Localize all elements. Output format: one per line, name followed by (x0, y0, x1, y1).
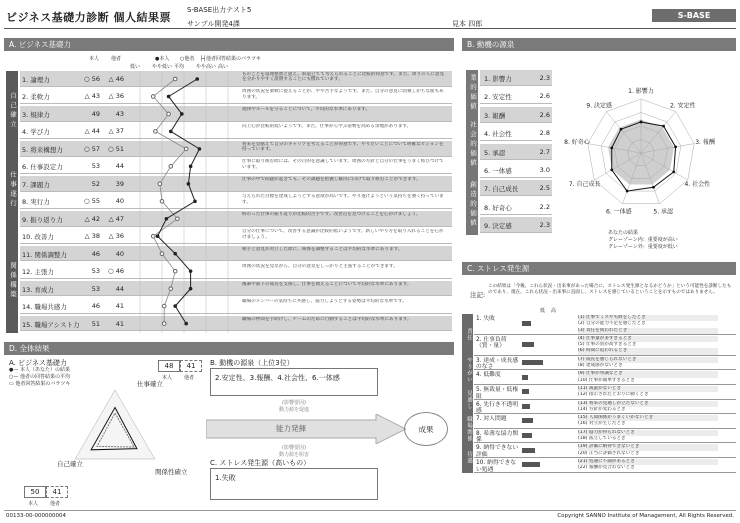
motive-label: 1. 影響力 (484, 75, 512, 83)
stress-item-label: 5. 無裁量・低権限 (476, 387, 519, 400)
other-point (160, 252, 164, 256)
self-point (198, 147, 202, 151)
motive-label: 2. 安定性 (484, 93, 512, 102)
section-b-header: B. 動機の源泉 (462, 38, 736, 51)
scale-label: やや低い (152, 64, 173, 70)
motive-value: 2.3 (539, 74, 550, 82)
skill-self-score: 51 (91, 319, 100, 328)
other-point (173, 77, 177, 81)
skill-row (20, 193, 452, 209)
skill-self-score: 53 (91, 267, 100, 276)
skill-other-score: 39 (115, 179, 124, 188)
stress-sub-item: (9) 仕事が単調なとき (578, 371, 718, 377)
motive-row (480, 70, 552, 86)
skill-other-score: △ 46 (108, 75, 124, 83)
skill-label: 15. 職場アシスト力 (22, 320, 80, 329)
stress-sub-item: (2) 自分の能力不足を感じたとき (578, 321, 718, 327)
self-point (187, 182, 191, 186)
radar-result-point (610, 168, 613, 171)
ability-arrow (206, 414, 406, 444)
category-work: 仕事遂行 (6, 150, 18, 229)
scale-axis (130, 63, 234, 71)
skill-self-score: △ 43 (84, 92, 100, 101)
stress-item-label: 1. 失敗 (476, 316, 495, 322)
overall-radar-chart (30, 378, 200, 488)
stress-sub-item: (18) 孤立しているとき (578, 436, 718, 442)
motive-group-3: 創造的価値 (466, 175, 478, 235)
stress-bar (522, 433, 532, 438)
skill-other-score: ○ 51 (107, 144, 124, 153)
skill-description: 与えられた目標を達成しようとする意欲が高いです。やり遂げようという気持ちを強く持っています。 (242, 194, 444, 205)
self-point (189, 165, 193, 169)
skill-description: 仕事の中で問題が起きても、その課題を把握し解決に向けて取り組むことができます。 (242, 176, 421, 182)
stress-bar (522, 342, 534, 347)
stress-sub-item: (8) 達成感がないとき (578, 363, 718, 369)
skill-row (20, 71, 452, 87)
other-point (184, 147, 188, 151)
other-point (169, 287, 173, 291)
motive-group-2: 社会的価値 (466, 115, 478, 175)
self-point (169, 130, 173, 134)
stress-item (474, 385, 736, 400)
radar-axis-label: 7. 自己成長 (568, 181, 601, 188)
skill-label: 10. 改善力 (22, 233, 54, 242)
skill-row (20, 141, 452, 157)
skill-self-score: 53 (91, 162, 100, 171)
skill-description: 将来を見据えて自分のキャリアを考えることが得意です。やりたいことについて明確なビジョンを持っています。 (242, 141, 444, 153)
stress-item (474, 314, 736, 335)
footer-code: 00133-00-000000004 (6, 513, 66, 519)
radar-result-point (672, 171, 675, 174)
skill-other-score: 44 (115, 284, 124, 293)
skill-description: 向上心が比較的低いようです。また、仕事から学ぶ姿勢を高める余地があります。 (242, 124, 412, 130)
stress-bar (522, 375, 528, 380)
stress-sub-item: (3) 責任を問われたとき (578, 328, 718, 334)
other-point (160, 199, 164, 203)
motive-value: 2.2 (539, 202, 550, 211)
col-other-label: 他者 (111, 56, 122, 62)
self-point (173, 252, 177, 256)
header-divider (4, 28, 736, 29)
inhibit-label-2: 動力源を阻害 (278, 452, 309, 458)
overall-axis-label: 仕事確立 (137, 380, 163, 388)
radar-result-point (652, 186, 655, 189)
stress-bar (522, 321, 531, 326)
skill-row (20, 316, 452, 332)
motive-value: 2.3 (539, 221, 550, 230)
category-self: 自己確立 (6, 71, 18, 150)
skill-description: 規律やルールを守ることについて、平均的な水準にあります。 (242, 106, 370, 112)
stress-sub-item: (14) 方針が変わるとき (578, 407, 718, 413)
page-title: ビジネス基礎力診断 個人結果票 (6, 11, 171, 24)
skill-plot (134, 71, 234, 333)
skill-other-score: △ 36 (108, 232, 124, 241)
motive-row (480, 88, 552, 104)
other-point (162, 304, 166, 308)
skill-other-score: 41 (115, 319, 124, 328)
motive-label: 6. 一体感 (484, 167, 512, 175)
skill-label: 4. 学び力 (22, 128, 50, 137)
stress-sub-item: (22) 報酬が見合わないとき (578, 465, 718, 471)
motive-legend (608, 230, 678, 251)
stress-item-label: 2. 仕事負荷（質・量） (476, 336, 507, 350)
overall-legend-3-text: 他者回答結果のバラツキ (15, 381, 71, 387)
motive-row (480, 107, 552, 123)
skill-row (20, 176, 452, 192)
stress-group: 待遇 (462, 443, 473, 472)
stress-item-label: 7. 対人問題 (476, 416, 507, 423)
skill-label: 2. 柔軟力 (22, 93, 50, 102)
skill-self-score: 49 (91, 109, 100, 118)
stress-bar (522, 389, 529, 394)
stress-scale-low: 低 (540, 308, 546, 314)
motive-value: 2.5 (539, 184, 550, 193)
scale-label: 高い (218, 64, 229, 70)
motive-value: 2.6 (539, 110, 550, 119)
motive-legend-1: あなたの結果 (608, 230, 639, 236)
stress-note: この結果は「今後、これら状況・出来事があった場合に、ストレス発生源となるかどうか」という可能性を診断したものであり、現在、これら状況・出来事に直面し、ストレスを感じているということを示すものではありません。 (488, 284, 732, 295)
other-point (158, 182, 162, 186)
skill-row (20, 123, 452, 139)
skill-label: 11. 関係調整力 (22, 250, 67, 259)
radar-result-point (626, 190, 629, 193)
top-self-score: 48 (158, 360, 180, 372)
motive-radar-chart (556, 78, 726, 228)
skill-label: 6. 仕事設定力 (22, 163, 63, 172)
self-point (165, 217, 169, 221)
skill-other-score: △ 47 (108, 214, 124, 223)
self-point (184, 322, 188, 326)
legend-self-text: 本人 (159, 56, 170, 62)
overall-legend-1: ●— 本人（あなた）の結果 (9, 367, 70, 373)
motive-row (480, 180, 552, 196)
radar-axis-label: 5. 承認 (653, 208, 674, 216)
skill-label: 3. 規律力 (22, 110, 50, 119)
person-name: 見本 四郎 (452, 20, 483, 28)
stress-sub-item: (13) 将来の見通しが立たないとき (578, 401, 718, 407)
skill-row (20, 246, 452, 262)
footer-copyright: Copyright SANNO Institute of Management, All Rights Reserved. (557, 513, 734, 519)
promote-label-1: (影響要因) (282, 400, 306, 406)
col-self-label: 本人 (89, 56, 100, 62)
section-c-header: C. ストレス発生源 (462, 262, 736, 275)
ability-label: 能力発揮 (276, 424, 306, 433)
skill-self-score: 46 (91, 249, 100, 258)
skill-label: 13. 育成力 (22, 285, 54, 294)
stress-sub-item: (15) 人間関係がうまくいかないとき (578, 415, 718, 421)
skill-row (20, 211, 452, 227)
stress-item-label: 10. 納得できない処遇 (476, 460, 517, 473)
skill-other-score: 43 (115, 109, 124, 118)
stress-sub-item: (12) 指示されたとおりに動くとき (578, 392, 718, 398)
top-other-label: 他者 (184, 375, 195, 381)
stress-bar (522, 462, 540, 467)
skill-description: 周囲の状況を見ながら、自分の意見をしっかりと主張することができます。 (242, 264, 398, 270)
scale-label: 低い (130, 64, 141, 70)
stress-sub-item: (21) 処遇に不満があるとき (578, 459, 718, 465)
radar-axis-label: 1. 影響力 (628, 88, 654, 95)
stress-item-label: 3. 達成・成長感のなさ (476, 357, 519, 371)
self-point (167, 95, 171, 99)
motive-group-1: 業的価値 (466, 70, 478, 115)
skill-self-score: 52 (91, 179, 100, 188)
stress-group: 責任 (462, 314, 473, 356)
legend-range-text: 他者回答結果のバラツキ (206, 56, 262, 62)
stress-bar (522, 404, 530, 409)
radar-result-point (674, 146, 677, 149)
stress-item (474, 414, 736, 429)
skill-other-score: 40 (115, 249, 124, 258)
stress-sub-item: (16) 対立が生じたとき (578, 421, 718, 427)
motive-summary-title: B. 動機の源泉（上位3位） (210, 359, 294, 367)
skill-label: 9. 振り返り力 (22, 215, 63, 224)
radar-result-point (620, 128, 623, 131)
motive-legend-2: グレーゾーン内：重要度が高い (608, 237, 678, 243)
overall-axis-label: 関係性確立 (155, 468, 188, 476)
skill-label: 8. 実行力 (22, 198, 50, 207)
brand-badge: S-BASE (652, 9, 736, 22)
skill-description: 相手と意見が対立した際に、関係を調整することは平均的な水準にあります。 (242, 246, 403, 252)
other-point (151, 95, 155, 99)
stress-item-label: 8. 希薄な協力関係 (476, 430, 519, 444)
other-point (167, 112, 171, 116)
skill-description: ものごとを道理整然と捉え、筋道立てて考えられることに比較的得意です。また、周りの人に意見を分かりやすく説明することにも慣れています。 (242, 72, 445, 83)
promote-label-2: 動力源を促進 (278, 407, 309, 413)
stress-item (474, 335, 736, 356)
stress-group: やりがい (462, 356, 473, 385)
skill-label: 1. 論理力 (22, 76, 50, 84)
motive-label: 9. 決定感 (484, 222, 512, 231)
stress-sub-item: (1) 仕事でミスや失敗をしたとき (578, 315, 718, 321)
top-self-label: 本人 (162, 375, 173, 381)
skill-other-score: △ 37 (108, 127, 124, 136)
self-point (189, 269, 193, 273)
skill-label: 14. 職場共感力 (22, 303, 67, 312)
department: サンプル開発4課 (187, 20, 240, 28)
radar-result-point (640, 121, 643, 124)
skill-description: 周囲の状況を柔軟に捉えることが、やや苦手なようです。また、自分の意見に固執しがちな面もあります。 (242, 89, 444, 100)
stress-group: 見通し (462, 385, 473, 414)
stress-item (474, 429, 736, 444)
skill-row (20, 263, 452, 279)
test-name: S-BASE出力テスト5 (187, 6, 252, 14)
inhibit-label (264, 445, 324, 459)
self-point (195, 77, 199, 81)
self-point (156, 234, 160, 238)
motive-row (480, 199, 552, 215)
motive-summary-text: 2.安定性、3.報酬、4.社会性、6.一体感 (215, 374, 340, 382)
stress-bar (522, 418, 533, 423)
overall-legend-2-text: 他者の回答結果の平均 (19, 374, 70, 380)
stress-scale-high: 高 (551, 308, 557, 314)
stress-sub-item: (5) 仕事の質が高すぎるとき (578, 342, 718, 348)
motive-value: 3.0 (539, 166, 550, 174)
skill-self-score: △ 42 (84, 214, 100, 223)
note-label: 注記: (470, 291, 486, 299)
stress-summary-title: C. ストレス発生源（高いもの） (210, 459, 311, 467)
footer-divider (4, 510, 736, 511)
skill-description: 後輩や部下の成長を支援し、仕事を教えることについて平均的な水準にあります。 (242, 281, 412, 287)
skill-self-score: ○ 56 (83, 75, 100, 83)
promote-label (264, 400, 324, 414)
stress-sub-item: (6) 時間に追われるとき (578, 348, 718, 354)
stress-item (474, 458, 736, 473)
motive-value: 2.7 (539, 147, 550, 156)
skill-description: 仕事に取り組む際には、その目的を意識しています。周囲の方針と自分の仕事をうまく結びつけています。 (242, 159, 444, 170)
stress-group: 職場関係 (462, 414, 473, 443)
legend-range: ├┤他者回答結果のバラツキ (200, 56, 262, 62)
section-d-header: D. 全体結果 (4, 342, 454, 355)
legend-self: ●本人 (155, 56, 170, 62)
skill-self-score: 53 (91, 284, 100, 293)
stress-sub-item: (11) 裁量がないとき (578, 386, 718, 392)
stress-item (474, 370, 736, 385)
stress-item-label: 6. 先行き不透明感 (476, 401, 519, 415)
inhibit-label-1: (影響要因) (282, 445, 306, 451)
motive-summary-box (210, 368, 378, 396)
overall-legend-3: ▭ 他者回答結果のバラツキ (9, 381, 71, 387)
radar-axis-label: 9. 決定感 (586, 102, 613, 110)
stress-item (474, 400, 736, 415)
other-point (154, 130, 158, 134)
stress-summary-text: 1.失敗 (215, 474, 236, 482)
motive-label: 8. 好奇心 (484, 203, 512, 212)
motive-row (480, 217, 552, 233)
skill-row (20, 281, 452, 297)
skill-row (20, 228, 452, 244)
self-point (193, 199, 197, 203)
stress-sub-item: (17) 協力が得られないとき (578, 430, 718, 436)
overall-legend-2: ○— 他者の回答結果の平均 (9, 374, 70, 380)
self-point (189, 287, 193, 291)
radar-axis-label: 6. 一体感 (605, 208, 632, 216)
stress-sub-item: (7) 成長を感じられないとき (578, 357, 718, 363)
motive-row (480, 125, 552, 141)
skill-label: 5. 将来構想力 (22, 145, 63, 154)
scale-label: やや高い (196, 64, 217, 70)
scale-label: 平均 (174, 64, 185, 70)
radar-result-point (662, 125, 665, 128)
skill-self-score: △ 38 (84, 232, 100, 241)
overall-axis-label: 自己確立 (57, 460, 83, 468)
stress-item-label: 9. 納得できない評価 (476, 445, 519, 458)
stress-summary-box (210, 468, 378, 500)
category-relation: 関係構築 (6, 229, 18, 333)
motive-label: 4. 社会性 (484, 130, 512, 139)
radar-axis-label: 8. 好奇心 (564, 139, 590, 147)
top-other-score: 41 (180, 360, 202, 372)
skill-description: 自分の仕事について、改善する意識が比較的低いようです。新しいやり方を取り入れることを心がけましょう。 (242, 229, 444, 240)
motive-legend-3: グレーゾーン外：重要度が低い (608, 244, 678, 250)
skill-other-score: ○ 46 (107, 267, 124, 276)
legend-other: ○他者 (180, 56, 195, 62)
result-circle: 成果 (404, 412, 448, 446)
motive-label: 5. 承認 (484, 148, 506, 157)
radar-axis-label: 4. 社会性 (684, 181, 711, 188)
motive-label: 3. 報酬 (484, 111, 506, 120)
skill-self-score: ○ 57 (83, 144, 100, 153)
skill-description: 職場の仲間を手助けし、チームのために行動することは平均的な水準にあります。 (242, 316, 412, 322)
bottom-other-score: 41 (46, 486, 68, 498)
other-point (169, 165, 173, 169)
skill-description: 終わった仕事の振り返りが比較的苦手です。改善点を見つけることを心がけましょう。 (242, 211, 421, 217)
skill-other-score: △ 36 (108, 92, 124, 101)
other-point (176, 217, 180, 221)
skill-row (20, 158, 452, 174)
skill-row (20, 106, 452, 122)
overall-radar-title: A. ビジネス基礎力 (9, 359, 67, 367)
stress-bar (522, 448, 535, 453)
skill-other-score: 44 (115, 162, 124, 171)
stress-sub-item: (19) 評価に納得できないとき (578, 444, 718, 450)
motive-value: 2.8 (539, 129, 550, 138)
motive-row (480, 144, 552, 160)
motive-value: 2.6 (539, 92, 550, 101)
skill-other-score: 41 (115, 302, 124, 311)
radar-axis-label: 3. 報酬 (695, 139, 715, 147)
bottom-self-score: 50 (24, 486, 46, 498)
skill-row (20, 88, 452, 104)
radar-axis-label: 2. 安定性 (669, 102, 696, 110)
skill-self-score: 46 (91, 302, 100, 311)
self-point (180, 112, 184, 116)
overall-legend-1-text: 本人（あなた）の結果 (19, 367, 70, 373)
motive-row (480, 162, 552, 178)
skill-label: 12. 主張力 (22, 268, 54, 277)
stress-item (474, 356, 736, 371)
skill-self-score: △ 44 (84, 127, 100, 136)
skill-label: 7. 課題力 (22, 180, 50, 189)
motive-label: 7. 自己成長 (484, 185, 519, 194)
skill-description: 職場のメンバーの気持ちに共感し、協力しようとする姿勢は平均的な水準です。 (242, 299, 407, 305)
stress-item (474, 443, 736, 458)
other-point (151, 234, 155, 238)
stress-sub-item: (10) 仕事が簡単すぎるとき (578, 378, 718, 384)
self-point (173, 304, 177, 308)
stress-item-label: 4. 低難度 (476, 372, 501, 379)
bottom-other-label: 他者 (50, 501, 61, 507)
skill-self-score: ○ 55 (83, 197, 100, 206)
stress-sub-item: (4) 仕事量が多すぎるとき (578, 336, 718, 342)
bottom-self-label: 本人 (28, 501, 39, 507)
skill-other-score: 40 (115, 197, 124, 206)
stress-bar (522, 360, 543, 365)
stress-sub-item: (20) 正当に評価されないとき (578, 451, 718, 457)
skill-row (20, 298, 452, 314)
legend-other-text: 他者 (184, 56, 195, 62)
radar-result-point (610, 146, 613, 149)
section-a-header: A. ビジネス基礎力 (4, 38, 454, 51)
other-point (162, 322, 166, 326)
other-point (173, 269, 177, 273)
overall-radar-ring (75, 390, 155, 459)
